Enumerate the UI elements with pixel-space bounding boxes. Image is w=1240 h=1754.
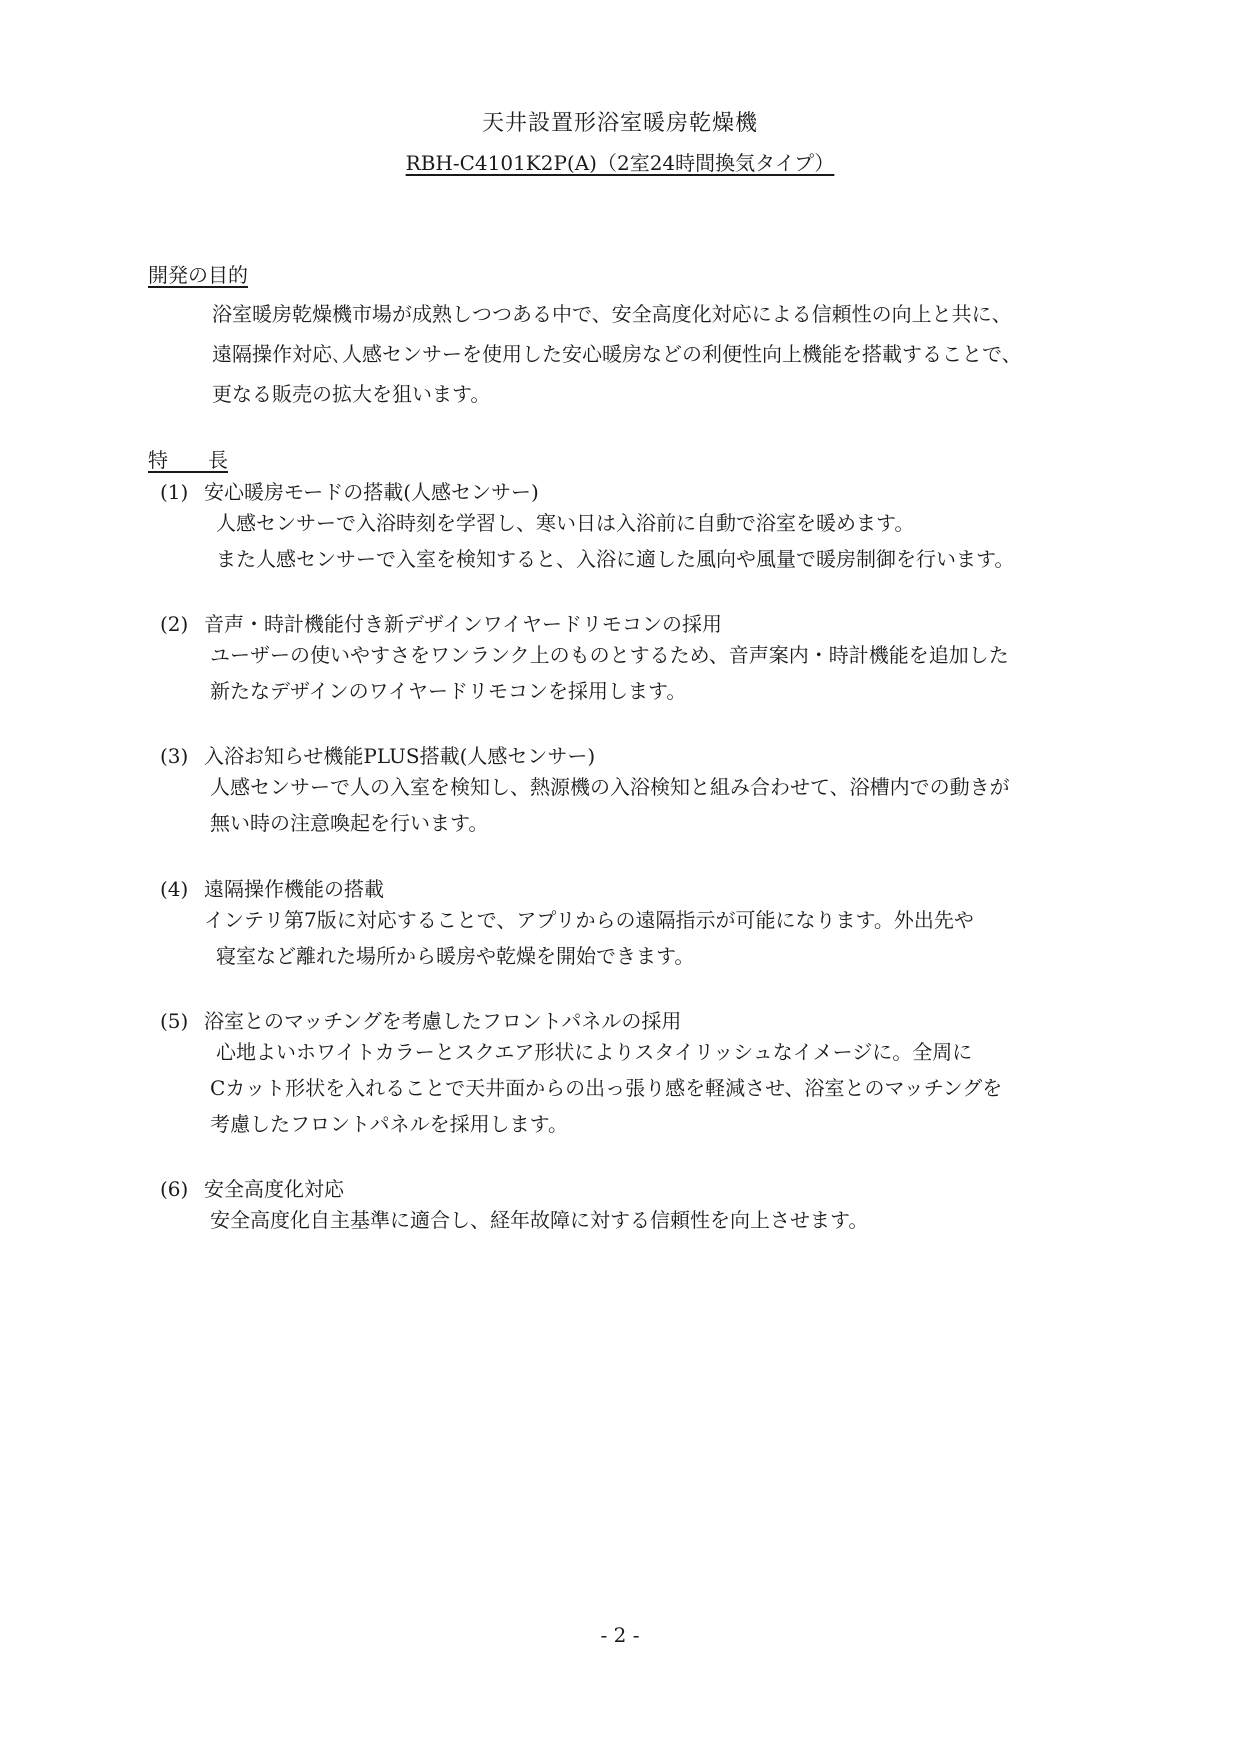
feature-title: [160, 609, 722, 639]
feature-body: [210, 637, 1150, 709]
purpose-paragraph: [212, 294, 1142, 414]
feature-number: (6): [160, 1177, 189, 1201]
feature-number: (1): [160, 480, 189, 504]
feature-title: [160, 477, 539, 507]
feature-title: [160, 874, 384, 904]
page-number: - 2 -: [600, 1623, 640, 1647]
feature-line: 心地よいホワイトカラーとスクエア形状によりスタイリッシュなイメージに。全周に: [216, 1040, 973, 1064]
feature-body: [210, 1034, 1150, 1142]
feature-line: 無い時の注意喚起を行います。: [210, 811, 489, 835]
feature-number: (3): [160, 744, 189, 768]
feature-line: 新たなデザインのワイヤードリモコンを採用します。: [210, 679, 687, 703]
feature-number: (5): [160, 1009, 189, 1033]
feature-body: [204, 902, 1144, 974]
feature-title: [160, 1006, 681, 1036]
feature-title-text: 遠隔操作機能の搭載: [204, 877, 384, 901]
feature-title: [160, 741, 595, 771]
purpose-line: 浴室暖房乾燥機市場が成熟しつつある中で、安全高度化対応による信頼性の向上と共に、: [212, 302, 1012, 326]
feature-title: [160, 1174, 344, 1204]
feature-line: 考慮したフロントパネルを採用します。: [210, 1112, 568, 1136]
feature-title-text: 音声・時計機能付き新デザインワイヤードリモコンの採用: [204, 612, 722, 636]
feature-title-text: 安心暖房モードの搭載(人感センサー): [204, 480, 539, 504]
feature-title-text: 入浴お知らせ機能PLUS搭載(人感センサー): [204, 744, 596, 768]
feature-body: [216, 505, 1156, 577]
feature-line: 安全高度化自主基準に適合し、経年故障に対する信頼性を向上させます。: [210, 1208, 869, 1232]
feature-line: また人感センサーで入室を検知すると、入浴に適した風向や風量で暖房制御を行います。: [216, 547, 1015, 571]
feature-body: [210, 769, 1150, 841]
purpose-heading: 開発の目的: [148, 263, 248, 287]
features-heading: 特 長: [148, 448, 228, 472]
purpose-line: 遠隔操作対応､人感センサーを使用した安心暖房などの利便性向上機能を搭載することで、: [212, 342, 1022, 366]
model-name: RBH-C4101K2P(A)（2室24時間換気タイプ）: [405, 151, 835, 175]
feature-number: (4): [160, 877, 189, 901]
feature-title-text: 安全高度化対応: [204, 1177, 344, 1201]
document-title: 天井設置形浴室暖房乾燥機: [481, 111, 758, 136]
document-subtitle: [0, 148, 1240, 178]
feature-number: (2): [160, 612, 189, 636]
feature-line: 人感センサーで入浴時刻を学習し、寒い日は入浴前に自動で浴室を暖めます。: [216, 511, 915, 535]
feature-body: [210, 1202, 1150, 1238]
feature-title-text: 浴室とのマッチングを考慮したフロントパネルの採用: [204, 1009, 682, 1033]
feature-line: ユーザーの使いやすさをワンランク上のものとするため、音声案内・時計機能を追加した: [210, 643, 1009, 667]
feature-line: インテリ第7版に対応することで、アプリからの遠隔指示が可能になります。外出先や: [204, 908, 974, 932]
feature-line: 人感センサーで人の入室を検知し、熱源機の入浴検知と組み合わせて、浴槽内での動きが: [210, 775, 1010, 799]
feature-line: Cカット形状を入れることで天井面からの出っ張り感を軽減させ、浴室とのマッチングを: [210, 1076, 1003, 1100]
purpose-line: 更なる販売の拡大を狙います。: [212, 382, 491, 406]
feature-line: 寝室など離れた場所から暖房や乾燥を開始できます。: [216, 944, 695, 968]
